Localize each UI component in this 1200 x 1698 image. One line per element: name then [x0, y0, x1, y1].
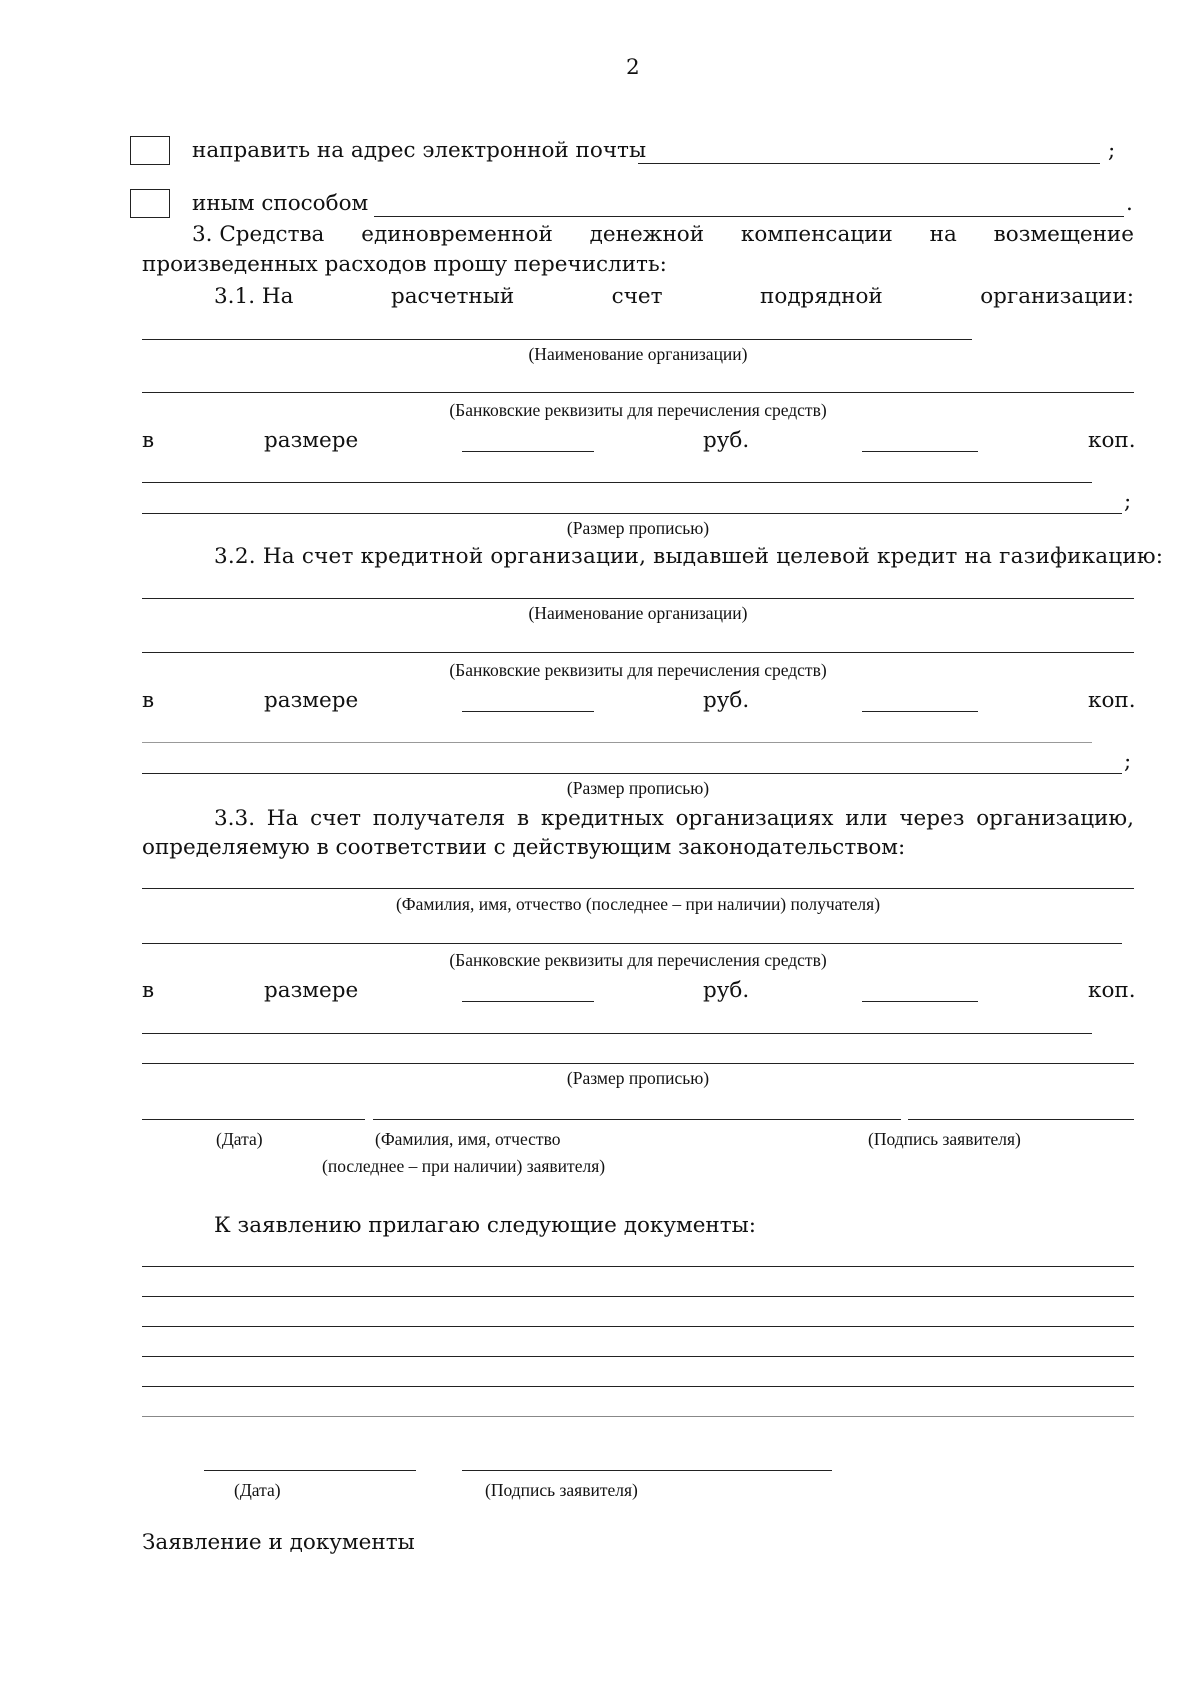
attachment-line[interactable] — [142, 1356, 1134, 1357]
s33-size: размере — [264, 978, 359, 1003]
s31-amount-caption: (Размер прописью) — [566, 518, 710, 538]
bottom-signature-field[interactable] — [462, 1470, 832, 1471]
section31-heading — [214, 284, 1134, 309]
s32-kop-field[interactable] — [862, 711, 978, 712]
signature-name-caption-2: (последнее – при наличии) заявителя) — [322, 1156, 606, 1176]
s33-word: получателя — [372, 806, 506, 831]
section32-heading: 3.2. На счет кредитной организации, выдавшей целевой кредит на газификацию: — [214, 544, 1164, 569]
bottom-date-caption: (Дата) — [234, 1480, 281, 1500]
bottom-signature-caption: (Подпись заявителя) — [485, 1480, 638, 1500]
s31-amount-words-field-1[interactable] — [142, 482, 1092, 483]
s31-kop: коп. — [1088, 428, 1136, 453]
email-option-label: направить на адрес электронной почты — [192, 138, 647, 163]
s33-recipient-name-field[interactable] — [142, 888, 1134, 889]
s31-size: размере — [264, 428, 359, 453]
s33-kop: коп. — [1088, 978, 1136, 1003]
attachment-line[interactable] — [142, 1296, 1134, 1297]
section33-line2: определяемую в соответствии с действующим законодательством: — [142, 835, 906, 860]
s31-word: счет — [611, 284, 663, 309]
s32-org-caption: (Наименование организации) — [528, 603, 748, 623]
s31-kop-field[interactable] — [862, 451, 978, 452]
s33-in: в — [142, 978, 155, 1003]
attachment-line[interactable] — [142, 1416, 1134, 1417]
signature-sign-caption: (Подпись заявителя) — [868, 1129, 1021, 1149]
s32-bank-caption: (Банковские реквизиты для перечисления средств) — [449, 660, 827, 680]
s33-bank-caption: (Банковские реквизиты для перечисления средств) — [449, 950, 827, 970]
intro-word: компенсации — [740, 222, 893, 247]
s33-name-caption: (Фамилия, имя, отчество (последнее – при наличии) получателя) — [395, 894, 881, 914]
intro-word: на — [929, 222, 957, 247]
bottom-date-field[interactable] — [204, 1470, 416, 1471]
s33-word: через — [899, 806, 965, 831]
s33-word: 3.3. — [214, 806, 256, 831]
s31-in: в — [142, 428, 155, 453]
s31-word: 3.1. На — [214, 284, 294, 309]
email-option-checkbox[interactable] — [130, 136, 170, 165]
other-option-checkbox[interactable] — [130, 189, 170, 218]
s31-semicolon: ; — [1124, 489, 1132, 514]
s33-word: кредитных — [540, 806, 664, 831]
s33-amount-words-field-1[interactable] — [142, 1033, 1092, 1034]
intro-word: возмещение — [993, 222, 1134, 247]
s33-bank-field[interactable] — [142, 943, 1122, 944]
other-option-label: иным способом — [192, 191, 369, 216]
s32-rub: руб. — [703, 688, 750, 713]
s31-org-name-field[interactable] — [142, 339, 972, 340]
email-semicolon: ; — [1108, 138, 1116, 163]
s33-kop-field[interactable] — [862, 1001, 978, 1002]
s31-word: подрядной — [760, 284, 883, 309]
intro-word: единовременной — [361, 222, 553, 247]
s33-amount-caption: (Размер прописью) — [566, 1068, 710, 1088]
s31-org-caption: (Наименование организации) — [528, 344, 748, 364]
section3-intro-line1 — [192, 222, 1134, 247]
signature-date-caption: (Дата) — [216, 1129, 263, 1149]
s31-word: организации: — [980, 284, 1134, 309]
s32-amount-words-field-1[interactable] — [142, 742, 1092, 743]
s32-kop: коп. — [1088, 688, 1136, 713]
s31-rub: руб. — [703, 428, 750, 453]
s33-amount-words-field-2[interactable] — [142, 1063, 1134, 1064]
section3-intro-line2: произведенных расходов прошу перечислить: — [142, 252, 667, 277]
s33-word: счет — [310, 806, 362, 831]
s32-in: в — [142, 688, 155, 713]
s31-rub-field[interactable] — [462, 451, 594, 452]
section33-heading — [214, 806, 1134, 831]
s32-semicolon: ; — [1124, 749, 1132, 774]
s33-word: в — [517, 806, 530, 831]
attachment-line[interactable] — [142, 1386, 1134, 1387]
attachments-heading: К заявлению прилагаю следующие документы: — [214, 1213, 757, 1238]
s33-rub-field[interactable] — [462, 1001, 594, 1002]
s31-bank-field[interactable] — [142, 392, 1134, 393]
signature-sign-field[interactable] — [908, 1119, 1134, 1120]
signature-date-field[interactable] — [142, 1119, 365, 1120]
s31-word: расчетный — [390, 284, 515, 309]
signature-name-field[interactable] — [373, 1119, 901, 1120]
other-method-field[interactable] — [374, 216, 1124, 217]
attachment-line[interactable] — [142, 1266, 1134, 1267]
s32-org-name-field[interactable] — [142, 598, 1134, 599]
s32-amount-caption: (Размер прописью) — [566, 778, 710, 798]
signature-name-caption-1: (Фамилия, имя, отчество — [375, 1129, 561, 1149]
attachment-line[interactable] — [142, 1326, 1134, 1327]
s31-bank-caption: (Банковские реквизиты для перечисления средств) — [449, 400, 827, 420]
s32-bank-field[interactable] — [142, 652, 1134, 653]
intro-word: денежной — [589, 222, 705, 247]
s33-rub: руб. — [703, 978, 750, 1003]
page-number: 2 — [626, 55, 640, 80]
s33-word: или — [845, 806, 888, 831]
s32-amount-words-field-2[interactable] — [142, 773, 1122, 774]
s33-word: организациях — [675, 806, 834, 831]
s32-rub-field[interactable] — [462, 711, 594, 712]
other-period: . — [1126, 191, 1133, 216]
footer-text: Заявление и документы — [142, 1530, 415, 1555]
s31-amount-words-field-2[interactable] — [142, 513, 1122, 514]
s33-word: На — [266, 806, 299, 831]
intro-word: 3. Средства — [192, 222, 325, 247]
s33-word: организацию, — [976, 806, 1134, 831]
email-address-field[interactable] — [638, 163, 1100, 164]
s32-size: размере — [264, 688, 359, 713]
